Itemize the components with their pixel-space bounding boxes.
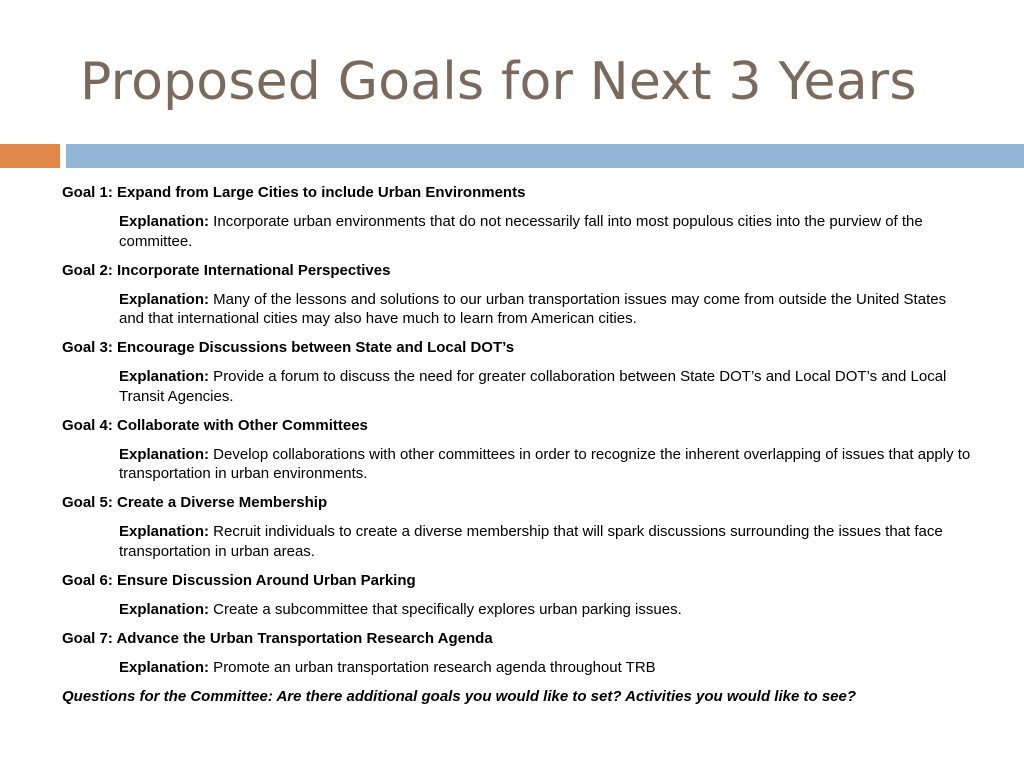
explanation-label: Explanation: (119, 600, 210, 618)
goal-4-explanation (119, 445, 972, 494)
goal-3-heading: Goal 3: Encourage Discussions between State and Local DOT’s (62, 339, 515, 356)
goal-5-explanation (119, 522, 972, 571)
explanation-text: Create a subcommittee that specifically explores urban parking issues. (209, 600, 682, 618)
goal-4-heading: Goal 4: Collaborate with Other Committees (62, 416, 368, 434)
explanation-label: Explanation: (119, 658, 210, 676)
goal-5-heading: Goal 5: Create a Diverse Membership (62, 494, 328, 511)
explanation-label: Explanation: (119, 523, 210, 540)
explanation-text: Promote an urban transportation research agenda throughout TRB (209, 658, 656, 676)
goal-7-explanation (119, 658, 972, 687)
accent-bar-orange (0, 144, 60, 168)
goal-3-explanation (119, 367, 972, 416)
goal-1-heading: Goal 1: Expand from Large Cities to include Urban Environments (62, 184, 526, 201)
goals-list (62, 183, 972, 706)
slide-title: Proposed Goals for Next 3 Years (80, 52, 917, 112)
goal-7-heading: Goal 7: Advance the Urban Transportation Research Agenda (62, 629, 493, 647)
explanation-text: Provide a forum to discuss the need for greater collaboration between State DOT’s and Local DOT’s and Local Transit Agencies. (119, 368, 947, 405)
explanation-label: Explanation: (119, 445, 210, 463)
accent-bar-blue (66, 144, 1024, 168)
goal-1-explanation (119, 212, 972, 261)
goal-2-explanation (119, 290, 972, 339)
explanation-text: Develop collaborations with other committees in order to recognize the inherent overlapping of issues that apply to transportation in urban environments. (119, 445, 971, 482)
explanation-label: Explanation: (119, 213, 210, 230)
goal-6-explanation (119, 600, 972, 629)
explanation-text: Incorporate urban environments that do not necessarily fall into most populous cities into the purview of the committee. (119, 213, 923, 250)
explanation-label: Explanation: (119, 368, 210, 385)
goal-2-heading: Goal 2: Incorporate International Perspectives (62, 261, 391, 279)
closing-question: Questions for the Committee: Are there additional goals you would like to set? Activities you would like to see? (62, 687, 857, 705)
goal-6-heading: Goal 6: Ensure Discussion Around Urban Parking (62, 571, 416, 589)
explanation-text: Recruit individuals to create a diverse membership that will spark discussions surrounding the issues that face transportation in urban areas. (119, 523, 943, 560)
explanation-text: Many of the lessons and solutions to our urban transportation issues may come from outside the United States and that international cities may also have much to learn from American cities. (119, 290, 947, 327)
explanation-label: Explanation: (119, 290, 210, 308)
